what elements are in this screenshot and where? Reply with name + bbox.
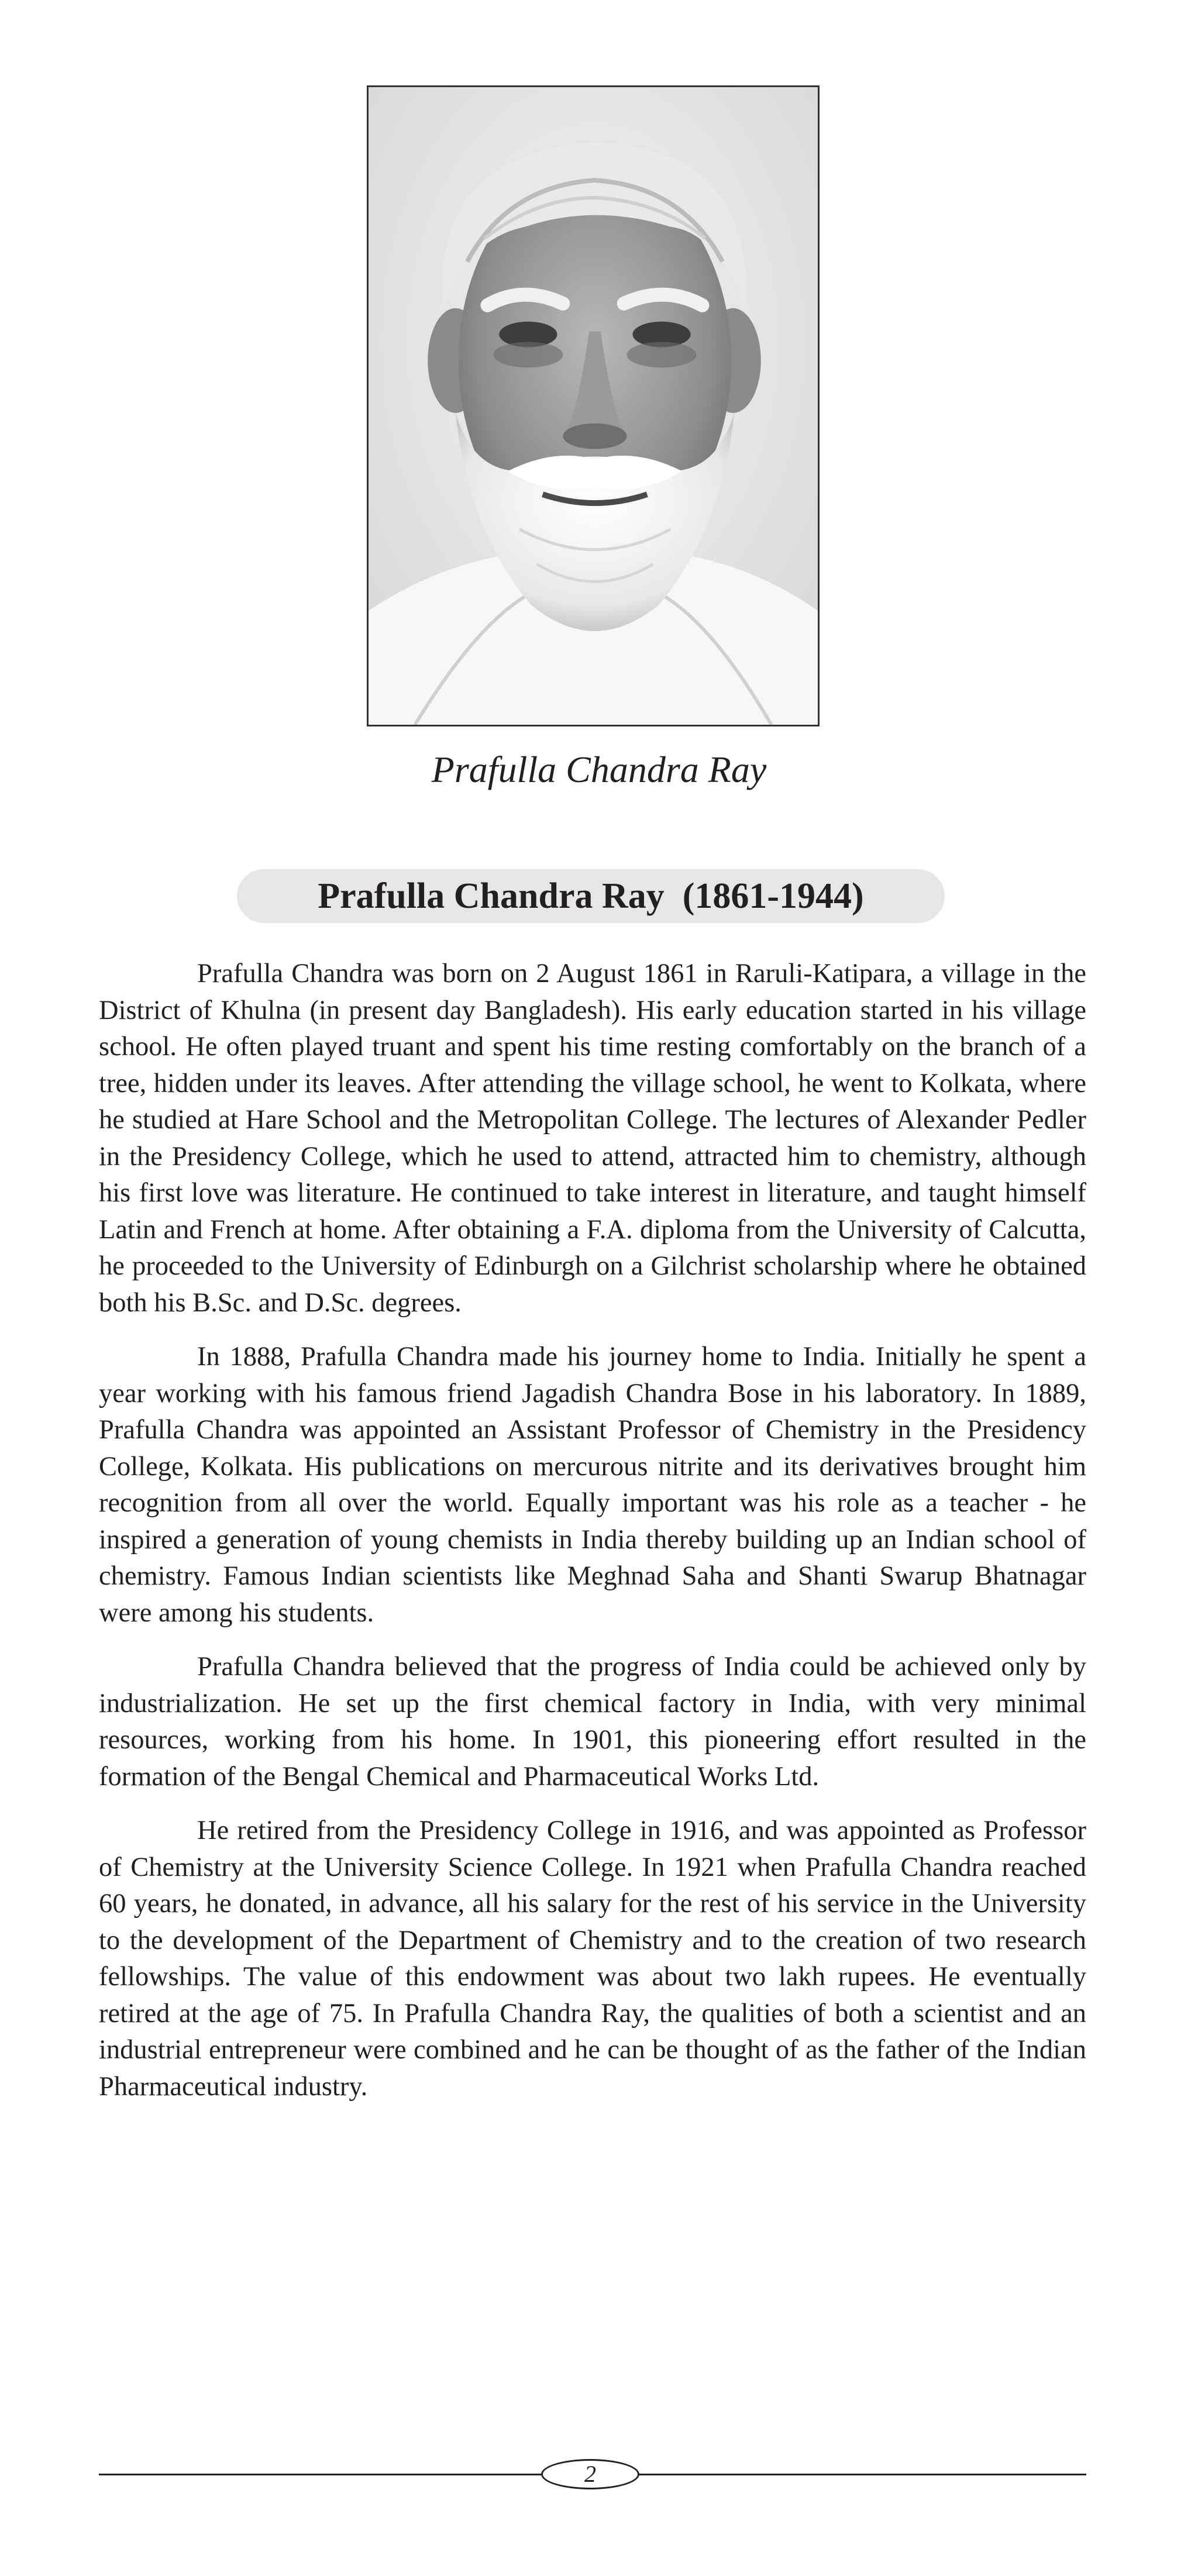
footer-rule-right — [638, 2474, 1086, 2475]
paragraph: Prafulla Chandra believed that the progress of India could be achieved only by industrialization. He set up the first chemical factory in India, with very minimal resources, working from his home. In 1901, this pioneering effort resulted in the formation of the Bengal Chemical and Pharmaceutical Works Ltd. — [99, 1652, 1086, 1792]
section-title: Prafulla Chandra Ray (1861-1944) — [318, 876, 864, 916]
portrait-caption: Prafulla Chandra Ray — [431, 749, 767, 790]
portrait-photo — [367, 85, 820, 726]
portrait-illustration — [369, 87, 818, 725]
paragraph: He retired from the Presidency College in 1916, and was appointed as Professor of Chemistry at the University Science College. In 1921 when Prafulla Chandra reached 60 years, he donated, in advance, all his salary for the rest of his service in the University to the development of the Department of Chemistry and to the creation of two research fellowships. The value of this endowment was about two lakh rupees. He eventually retired at the age of 75. In Prafulla Chandra Ray, the qualities of both a scientist and an industrial entrepreneur were combined and he can be thought of as the father of the Indian Pharmaceutical industry. — [99, 1816, 1086, 2102]
paragraph: Prafulla Chandra was born on 2 August 1861 in Raruli-Katipara, a village in the District of Khulna (in present day Bangladesh). His early education started in his village school. He often played truant and spent his time resting comfortably on the branch of a tree, hidden under its leaves. After attending the village school, he went to Kolkata, where he studied at Hare School and the Metropolitan College. The lectures of Alexander Pedler in the Presidency College, which he used to attend, attracted him to chemistry, although his first love was literature. He continued to take interest in literature, and taught himself Latin and French at home. After obtaining a F.A. diploma from the University of Calcutta, he proceeded to the University of Edinburgh on a Gilchrist scholarship where he obtained both his B.Sc. and D.Sc. degrees. — [99, 959, 1086, 1318]
paragraph: In 1888, Prafulla Chandra made his journey home to India. Initially he spent a year working with his famous friend Jagadish Chandra Bose in his laboratory. In 1889, Prafulla Chandra was appointed an Assistant Professor of Chemistry in the Presidency College, Kolkata. His publications on mercurous nitrite and its derivatives brought him recognition from all over the world. Equally important was his role as a teacher - he inspired a generation of young chemists in India thereby building up an Indian school of chemistry. Famous Indian scientists like Meghnad Saha and Shanti Swarup Bhatnagar were among his students. — [99, 1342, 1086, 1628]
footer-rule-left — [99, 2474, 542, 2475]
page-number-badge — [541, 2459, 639, 2489]
page-number: 2 — [584, 2461, 596, 2487]
section-heading — [237, 869, 945, 923]
biography-text — [99, 956, 1086, 2123]
